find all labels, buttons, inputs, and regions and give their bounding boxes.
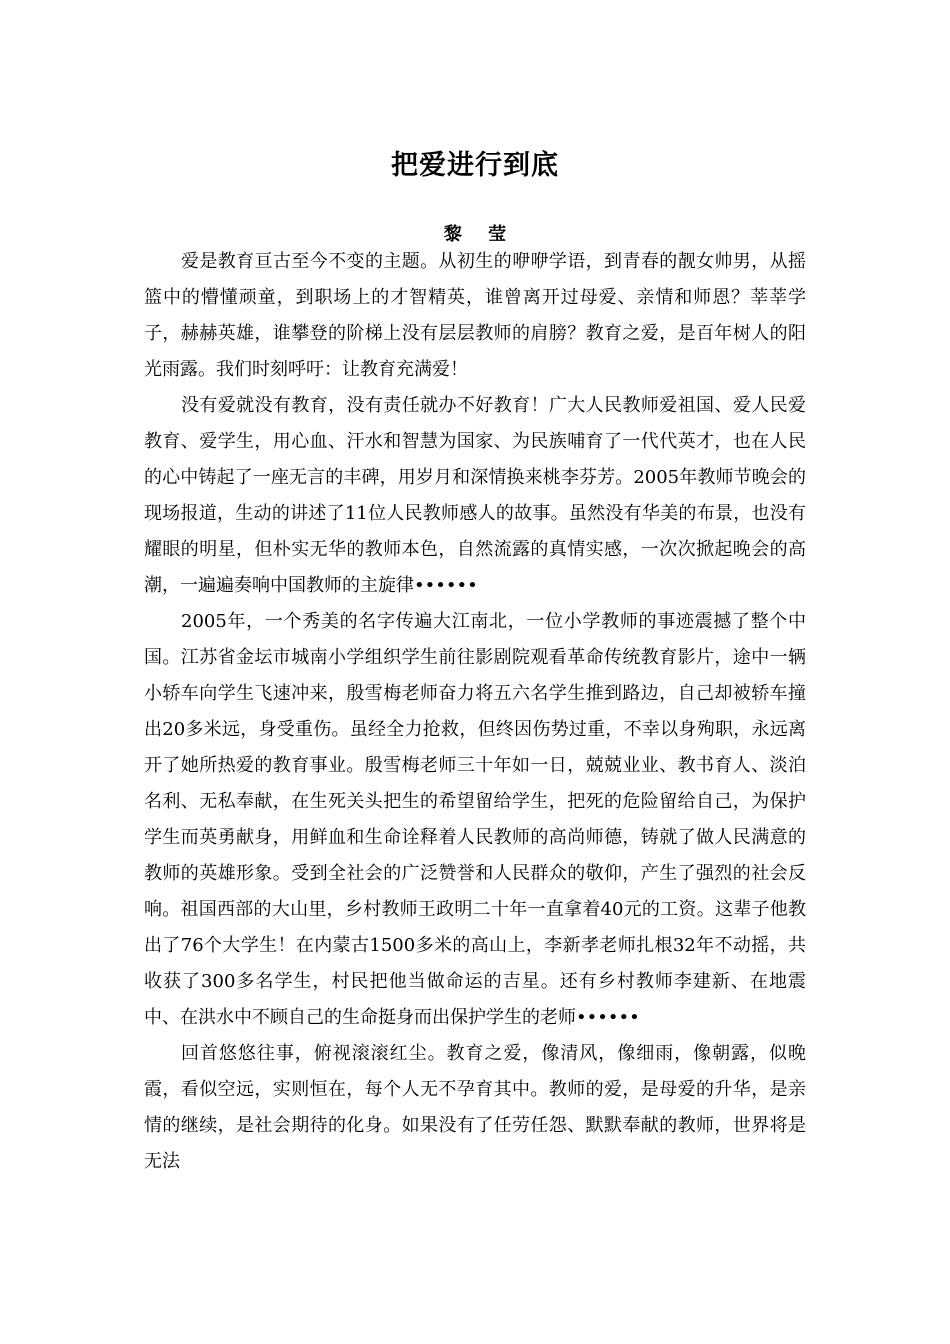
article-body <box>144 244 806 1180</box>
paragraph-2: 没有爱就没有教育，没有责任就办不好教育！广大人民教师爱祖国、爱人民爱教育、爱学生，用心血、汗水和智慧为国家、为民族哺育了一代代英才，也在人民的心中铸起了一座无言的丰碑，用岁月和深情换来桃李芬芳。2005年教师节晚会的现场报道，生动的讲述了11位人民教师感人的故事。虽然没有华美的布景，也没有耀眼的明星，但朴实无华的教师本色，自然流露的真情实感，一次次掀起晚会的高潮，一遍遍奏响中国教师的主旋律•••••• <box>144 395 806 596</box>
paragraph-4: 回首悠悠往事，俯视滚滚红尘。教育之爱，像清风，像细雨，像朝露，似晚霞，看似空远，实则恒在，每个人无不孕育其中。教师的爱，是母爱的升华，是亲情的继续，是社会期待的化身。如果没有了任劳任怨、默默奉献的教师，世界将是无法 <box>144 1043 806 1172</box>
paragraph-3: 2005年，一个秀美的名字传遍大江南北，一位小学教师的事迹震撼了整个中国。江苏省金坛市城南小学组织学生前往影剧院观看革命传统教育影片，途中一辆小轿车向学生飞速冲来，殷雪梅老师奋力将五六名学生推到路边，自己却被轿车撞出20多米远，身受重伤。虽经全力抢救，但终因伤势过重，不幸以身殉职，永远离开了她所热爱的教育事业。殷雪梅老师三十年如一日，兢兢业业、教书育人、淡泊名利、无私奉献，在生死关头把生的希望留给学生，把死的危险留给自己，为保护学生而英勇献身，用鲜血和生命诠释着人民教师的高尚师德，铸就了做人民满意的教师的英雄形象。受到全社会的广泛赞誉和人民群众的敬仰，产生了强烈的社会反响。祖国西部的大山里，乡村教师王政明二十年一直拿着40元的工资。这辈子他教出了76个大学生！在内蒙古1500多米的高山上，李新孝老师扎根32年不动摇，共收获了300多名学生，村民把他当做命运的吉星。还有乡村教师李建新、在地震中、在洪水中不顾自己的生命挺身而出保护学生的老师•••••• <box>144 611 806 1028</box>
paragraph-1: 爱是教育亘古至今不变的主题。从初生的咿咿学语，到青春的靓女帅男，从摇篮中的懵懂顽童，到职场上的才智精英，谁曾离开过母爱、亲情和师恩？莘莘学子，赫赫英雄，谁攀登的阶梯上没有层层教师的肩膀？教育之爱，是百年树人的阳光雨露。我们时刻呼吁：让教育充满爱！ <box>144 251 806 380</box>
author-name: 黎 莹 <box>443 224 517 245</box>
document-title: 把爱进行到底 <box>391 150 559 182</box>
